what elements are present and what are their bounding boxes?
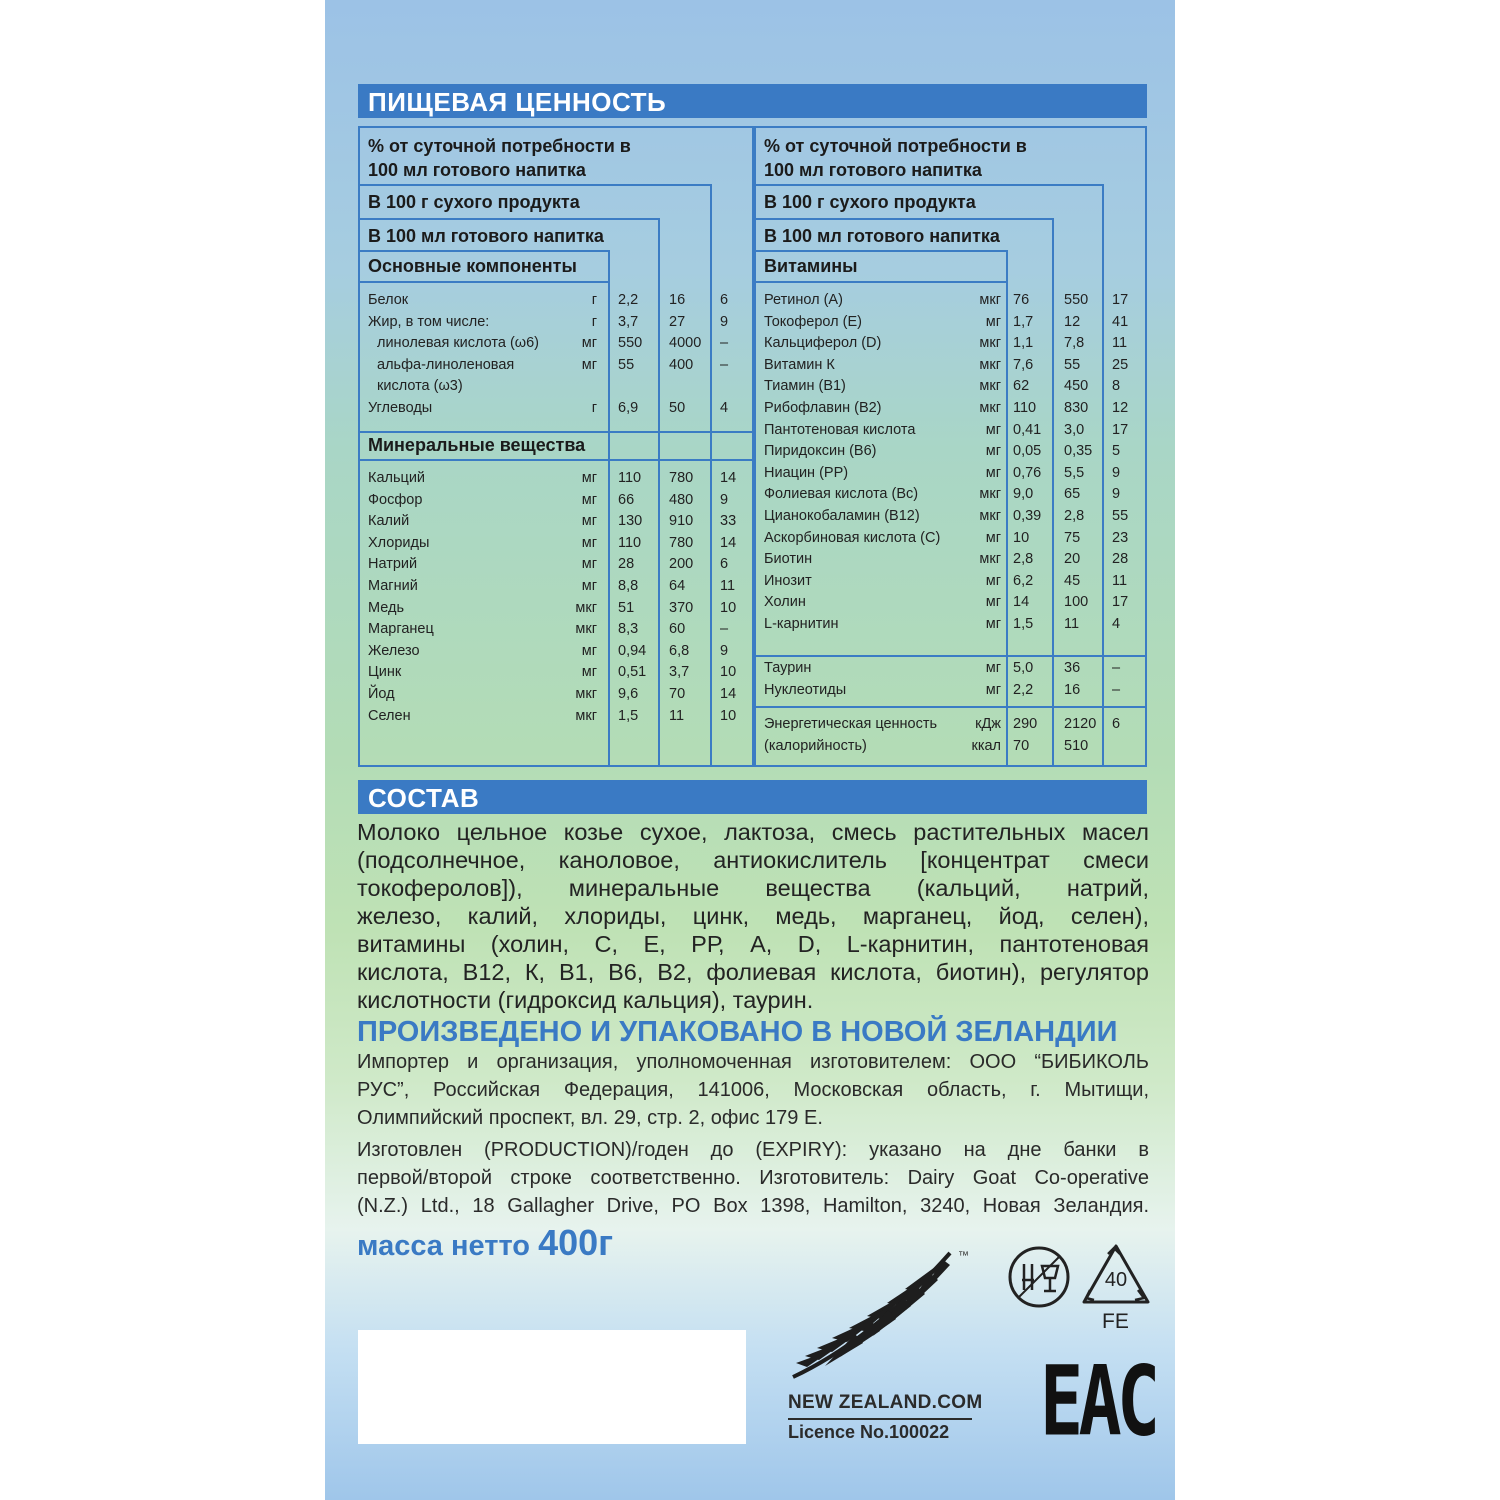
value-per-100g: 5,5 bbox=[1064, 464, 1085, 481]
value-per-100g: 16 bbox=[1064, 681, 1081, 698]
value-per-100g: 64 bbox=[669, 578, 686, 594]
origin-heading: ПРОИЗВЕДЕНО И УПАКОВАНО В НОВОЙ ЗЕЛАНДИИ bbox=[357, 1016, 1118, 1048]
nutrient-name: альфа-линоленовая bbox=[377, 356, 515, 373]
value-per-100g: 55 bbox=[1064, 356, 1081, 373]
value-per-100ml: 6,2 bbox=[1013, 572, 1034, 589]
nutrient-name: Токоферол (Е) bbox=[764, 313, 862, 330]
value-per-100ml: 8,3 bbox=[618, 621, 639, 638]
nutrient-unit: кДж bbox=[975, 716, 1001, 732]
production-line: Изготовлен (PRODUCTION)/годен до (EXPIRY): указано на дне банки в bbox=[357, 1139, 1149, 1161]
vitamins-heading: Витамины bbox=[764, 256, 858, 276]
nutrient-unit: мкг bbox=[979, 400, 1001, 416]
nutrient-name: L-карнитин bbox=[764, 616, 839, 632]
daily-percent: 9 bbox=[1112, 464, 1121, 481]
value-per-100g: 20 bbox=[1064, 551, 1081, 568]
value-per-100ml: 130 bbox=[618, 513, 643, 530]
net-weight-value: 400г bbox=[538, 1222, 614, 1263]
right-header-daily-2: 100 мл готового напитка bbox=[764, 160, 982, 180]
nutrient-name: Магний bbox=[368, 578, 418, 594]
nutrient-name: Натрий bbox=[368, 556, 418, 573]
nutrient-unit: ккал bbox=[971, 737, 1001, 754]
nutrient-name: (калорийность) bbox=[764, 737, 867, 754]
value-per-100ml: 28 bbox=[618, 556, 635, 573]
value-per-100g: 830 bbox=[1064, 400, 1089, 416]
nutrient-name: Хлориды bbox=[368, 534, 430, 551]
value-per-100g: 50 bbox=[669, 400, 686, 416]
value-per-100ml: 76 bbox=[1013, 292, 1030, 308]
value-per-100ml: 6,9 bbox=[618, 400, 639, 416]
fern-logo-icon bbox=[785, 1245, 985, 1385]
composition-line: Молоко цельное козье сухое, лактоза, смесь растительных масел bbox=[357, 819, 1149, 845]
nutrient-unit: мг bbox=[581, 356, 597, 373]
nutrient-unit: мкг bbox=[575, 707, 597, 724]
daily-percent: 55 bbox=[1112, 508, 1129, 524]
value-per-100g: 3,7 bbox=[669, 664, 690, 681]
trademark-mark: ™ bbox=[958, 1250, 969, 1262]
value-per-100ml: 3,7 bbox=[618, 313, 639, 330]
nutrient-unit: мг bbox=[581, 513, 597, 530]
daily-percent: 9 bbox=[720, 642, 729, 659]
nutrient-unit: мкг bbox=[979, 378, 1001, 395]
daily-percent: 14 bbox=[720, 534, 737, 551]
nutrient-name: Таурин bbox=[764, 660, 812, 676]
left-header-dry: В 100 г сухого продукта bbox=[368, 192, 580, 212]
value-per-100ml: 14 bbox=[1013, 594, 1030, 611]
nutrient-name: Медь bbox=[368, 599, 405, 616]
nutrient-name: кислота (ω3) bbox=[377, 378, 463, 395]
value-per-100g: 12 bbox=[1064, 313, 1081, 330]
daily-percent: 10 bbox=[720, 707, 737, 724]
value-per-100ml: 2,2 bbox=[1013, 681, 1034, 698]
nutrient-unit: мкг bbox=[979, 508, 1001, 524]
nutrient-unit: мг bbox=[985, 616, 1001, 632]
value-per-100ml: 55 bbox=[618, 356, 635, 373]
nutrient-unit: мг bbox=[581, 642, 597, 659]
nutrient-name: Фолиевая кислота (Вс) bbox=[764, 486, 919, 503]
nutrient-unit: г bbox=[591, 313, 597, 330]
nutrient-unit: мг bbox=[985, 464, 1001, 481]
value-per-100g: 780 bbox=[669, 470, 694, 486]
nutrient-name: Кальциферол (D) bbox=[764, 335, 882, 352]
daily-percent: 17 bbox=[1112, 421, 1129, 438]
nutrient-name: Витамин К bbox=[764, 356, 835, 373]
nutrient-unit: мкг bbox=[979, 356, 1001, 373]
daily-percent: – bbox=[720, 335, 729, 352]
daily-percent: 10 bbox=[720, 599, 737, 616]
production-line: первой/второй строке соответственно. Изготовитель: Dairy Goat Co-operative bbox=[357, 1167, 1149, 1189]
value-per-100ml: 0,05 bbox=[1013, 443, 1042, 460]
nutrient-unit: мг bbox=[581, 534, 597, 551]
daily-percent: 6 bbox=[720, 556, 729, 573]
daily-percent: 6 bbox=[1112, 716, 1121, 732]
daily-percent: 28 bbox=[1112, 551, 1129, 568]
nutrient-name: Белок bbox=[368, 292, 409, 308]
value-per-100ml: 62 bbox=[1013, 378, 1030, 395]
nutrient-name: Энергетическая ценность bbox=[764, 716, 938, 732]
nutrient-name: Ниацин (РР) bbox=[764, 464, 849, 481]
blank-label-area bbox=[358, 1330, 746, 1444]
nutrition-title: ПИЩЕВАЯ ЦЕННОСТЬ bbox=[358, 84, 1147, 118]
value-per-100ml: 290 bbox=[1013, 716, 1038, 732]
nutrient-unit: мг bbox=[581, 491, 597, 508]
nutrient-name: Селен bbox=[368, 707, 411, 724]
value-per-100g: 27 bbox=[669, 313, 686, 330]
nutrient-unit: г bbox=[591, 292, 597, 308]
value-per-100g: 65 bbox=[1064, 486, 1081, 503]
value-per-100ml: 5,0 bbox=[1013, 660, 1034, 676]
nutrient-unit: мкг bbox=[575, 621, 597, 638]
daily-percent: 41 bbox=[1112, 313, 1129, 330]
nutrient-unit: мг bbox=[985, 594, 1001, 611]
value-per-100ml: 9,0 bbox=[1013, 486, 1034, 503]
nutrient-unit: мг bbox=[985, 660, 1001, 676]
value-per-100ml: 1,7 bbox=[1013, 313, 1034, 330]
value-per-100g: 480 bbox=[669, 491, 694, 508]
value-per-100g: 2120 bbox=[1064, 716, 1097, 732]
nutrient-name: Жир, в том числе: bbox=[368, 313, 490, 330]
value-per-100g: 450 bbox=[1064, 378, 1089, 395]
nz-site-text: NEW ZEALAND.COM bbox=[788, 1392, 983, 1413]
value-per-100g: 70 bbox=[669, 686, 686, 702]
value-per-100g: 11 bbox=[669, 707, 685, 724]
right-header-daily-1: % от суточной потребности в bbox=[764, 136, 1027, 156]
value-per-100g: 11 bbox=[1064, 616, 1080, 632]
daily-percent: 11 bbox=[1112, 572, 1128, 589]
value-per-100ml: 0,76 bbox=[1013, 464, 1042, 481]
value-per-100ml: 10 bbox=[1013, 529, 1030, 546]
nutrient-name: Марганец bbox=[368, 621, 434, 638]
value-per-100g: 910 bbox=[669, 513, 694, 530]
value-per-100ml: 2,8 bbox=[1013, 551, 1034, 568]
recycle-code: 40 bbox=[1104, 1269, 1128, 1291]
value-per-100g: 400 bbox=[669, 356, 694, 373]
value-per-100g: 0,35 bbox=[1064, 443, 1093, 460]
nutrient-name: Йод bbox=[368, 686, 395, 702]
daily-percent: 11 bbox=[1112, 335, 1128, 352]
daily-percent: 14 bbox=[720, 470, 737, 486]
daily-percent: 5 bbox=[1112, 443, 1121, 460]
value-per-100g: 780 bbox=[669, 534, 694, 551]
value-per-100ml: 1,5 bbox=[618, 707, 639, 724]
nutrient-unit: мг bbox=[581, 664, 597, 681]
main-components-heading: Основные компоненты bbox=[368, 256, 577, 276]
nutrient-unit: мкг bbox=[575, 686, 597, 702]
daily-percent: 17 bbox=[1112, 292, 1129, 308]
nutrient-unit: мг bbox=[985, 443, 1001, 460]
nutrient-unit: г bbox=[591, 400, 597, 416]
food-contact-icon bbox=[1006, 1244, 1072, 1310]
nutrient-unit: мг bbox=[985, 313, 1001, 330]
value-per-100ml: 1,1 bbox=[1013, 335, 1034, 352]
value-per-100ml: 0,41 bbox=[1013, 421, 1042, 438]
importer-line: РУС”, Российская Федерация, 141006, Московская область, г. Мытищи, bbox=[357, 1079, 1149, 1101]
composition-title: СОСТАВ bbox=[358, 780, 1147, 814]
nutrient-name: Пиридоксин (В6) bbox=[764, 443, 877, 460]
nutrient-name: Рибофлавин (В2) bbox=[764, 400, 882, 416]
nutrient-name: Железо bbox=[368, 642, 420, 659]
daily-percent: 14 bbox=[720, 686, 737, 702]
daily-percent: 9 bbox=[1112, 486, 1121, 503]
value-per-100ml: 110 bbox=[1013, 400, 1037, 416]
daily-percent: – bbox=[1112, 660, 1121, 676]
daily-percent: 10 bbox=[720, 664, 737, 681]
recycle-icon bbox=[1078, 1240, 1154, 1310]
nutrient-unit: мг bbox=[581, 335, 597, 352]
value-per-100g: 6,8 bbox=[669, 642, 690, 659]
value-per-100g: 550 bbox=[1064, 292, 1089, 308]
daily-percent: – bbox=[1112, 681, 1121, 698]
nutrient-name: Фосфор bbox=[368, 491, 423, 508]
value-per-100ml: 0,94 bbox=[618, 642, 647, 659]
nutrient-unit: мг bbox=[581, 470, 597, 486]
daily-percent: 23 bbox=[1112, 529, 1129, 546]
value-per-100ml: 0,51 bbox=[618, 664, 647, 681]
value-per-100g: 370 bbox=[669, 599, 694, 616]
minerals-heading: Минеральные вещества bbox=[368, 435, 586, 455]
nutrient-name: Кальций bbox=[368, 470, 426, 486]
value-per-100ml: 110 bbox=[618, 470, 642, 486]
value-per-100ml: 0,39 bbox=[1013, 508, 1042, 524]
nutrient-name: Тиамин (В1) bbox=[764, 378, 846, 395]
nutrient-name: Ретинол (А) bbox=[764, 292, 843, 308]
value-per-100g: 60 bbox=[669, 621, 686, 638]
daily-percent: 4 bbox=[720, 400, 729, 416]
composition-line: витамины (холин, С, Е, РР, А, D, L-карнитин, пантотеновая bbox=[357, 931, 1149, 957]
composition-text bbox=[357, 818, 1149, 1014]
nutrient-unit: мкг bbox=[575, 599, 597, 616]
nutrient-name: Холин bbox=[764, 594, 806, 611]
daily-percent: – bbox=[720, 356, 729, 373]
composition-line: кислотности (гидроксид кальция), таурин. bbox=[357, 987, 814, 1013]
nutrient-unit: мг bbox=[581, 578, 597, 594]
value-per-100ml: 7,6 bbox=[1013, 356, 1034, 373]
value-per-100ml: 550 bbox=[618, 335, 643, 352]
daily-percent: 33 bbox=[720, 513, 737, 530]
importer-text bbox=[357, 1048, 1149, 1132]
daily-percent: 4 bbox=[1112, 616, 1121, 632]
nutrient-name: Цианокобаламин (В12) bbox=[764, 508, 920, 524]
left-header-daily-2: 100 мл готового напитка bbox=[368, 160, 586, 180]
daily-percent: 6 bbox=[720, 292, 729, 308]
value-per-100ml: 110 bbox=[618, 534, 642, 551]
nutrient-name: Пантотеновая кислота bbox=[764, 421, 916, 438]
importer-line: Импортер и организация, уполномоченная изготовителем: ООО “БИБИКОЛЬ bbox=[357, 1051, 1149, 1073]
daily-percent: 17 bbox=[1112, 594, 1129, 611]
value-per-100g: 16 bbox=[669, 292, 686, 308]
nutrient-unit: мг bbox=[581, 556, 597, 573]
nutrient-name: Инозит bbox=[764, 572, 812, 589]
nutrient-unit: мкг bbox=[979, 486, 1001, 503]
daily-percent: 9 bbox=[720, 491, 729, 508]
value-per-100ml: 70 bbox=[1013, 737, 1030, 754]
daily-percent: 11 bbox=[720, 578, 736, 594]
nutrient-unit: мг bbox=[985, 421, 1001, 438]
value-per-100g: 7,8 bbox=[1064, 335, 1085, 352]
daily-percent: 9 bbox=[720, 313, 729, 330]
left-header-ready: В 100 мл готового напитка bbox=[368, 226, 604, 246]
net-weight-label: масса нетто bbox=[357, 1230, 539, 1262]
nutrient-name: Цинк bbox=[368, 664, 402, 681]
nutrient-name: Калий bbox=[368, 513, 410, 530]
composition-line: токоферолов]), минеральные вещества (кальций, натрий, bbox=[357, 875, 1149, 901]
value-per-100ml: 1,5 bbox=[1013, 616, 1034, 632]
recycle-material: FE bbox=[1102, 1310, 1129, 1333]
value-per-100g: 75 bbox=[1064, 529, 1081, 546]
value-per-100ml: 66 bbox=[618, 491, 635, 508]
composition-line: железо, калий, хлориды, цинк, медь, марганец, йод, селен), bbox=[357, 903, 1149, 929]
value-per-100g: 200 bbox=[669, 556, 694, 573]
right-header-dry: В 100 г сухого продукта bbox=[764, 192, 976, 212]
value-per-100ml: 8,8 bbox=[618, 578, 639, 594]
daily-percent: 25 bbox=[1112, 356, 1129, 373]
nutrient-unit: мг bbox=[985, 529, 1001, 546]
production-text bbox=[357, 1136, 1149, 1220]
value-per-100g: 45 bbox=[1064, 572, 1081, 589]
importer-line: Олимпийский проспект, вл. 29, стр. 2, офис 179 Е. bbox=[357, 1107, 823, 1129]
nutrient-name: Углеводы bbox=[368, 400, 433, 416]
nutrient-unit: мкг bbox=[979, 292, 1001, 308]
value-per-100g: 510 bbox=[1064, 737, 1089, 754]
value-per-100g: 36 bbox=[1064, 660, 1081, 676]
nutrient-name: линолевая кислота (ω6) bbox=[377, 335, 539, 352]
production-line: (N.Z.) Ltd., 18 Gallagher Drive, PO Box 1398, Hamilton, 3240, Новая Зеландия. bbox=[357, 1195, 1149, 1217]
composition-line: кислота, В12, К, В1, В6, В2, фолиевая кислота, биотин), регулятор bbox=[357, 959, 1149, 985]
left-header-daily-1: % от суточной потребности в bbox=[368, 136, 631, 156]
right-header-ready: В 100 мл готового напитка bbox=[764, 226, 1000, 246]
daily-percent: 12 bbox=[1112, 400, 1129, 416]
value-per-100g: 3,0 bbox=[1064, 421, 1085, 438]
nutrient-name: Аскорбиновая кислота (С) bbox=[764, 529, 941, 546]
value-per-100ml: 2,2 bbox=[618, 292, 639, 308]
value-per-100g: 2,8 bbox=[1064, 508, 1085, 524]
nutrient-name: Нуклеотиды bbox=[764, 681, 847, 698]
net-weight bbox=[357, 1222, 613, 1264]
daily-percent: 8 bbox=[1112, 378, 1121, 395]
value-per-100ml: 9,6 bbox=[618, 686, 639, 702]
nutrient-unit: мкг bbox=[979, 335, 1001, 352]
daily-percent: – bbox=[720, 621, 729, 638]
value-per-100g: 100 bbox=[1064, 594, 1089, 611]
nutrient-unit: мкг bbox=[979, 551, 1001, 568]
nutrient-unit: мг bbox=[985, 681, 1001, 698]
licence-text: Licence No.100022 bbox=[788, 1422, 950, 1442]
nutrient-unit: мг bbox=[985, 572, 1001, 589]
value-per-100ml: 51 bbox=[618, 599, 635, 616]
value-per-100g: 4000 bbox=[669, 335, 702, 352]
nutrient-name: Биотин bbox=[764, 551, 813, 568]
eac-mark: ЕАС bbox=[1040, 1345, 1156, 1458]
composition-line: (подсолнечное, каноловое, антиокислитель [концентрат смеси bbox=[357, 847, 1149, 873]
